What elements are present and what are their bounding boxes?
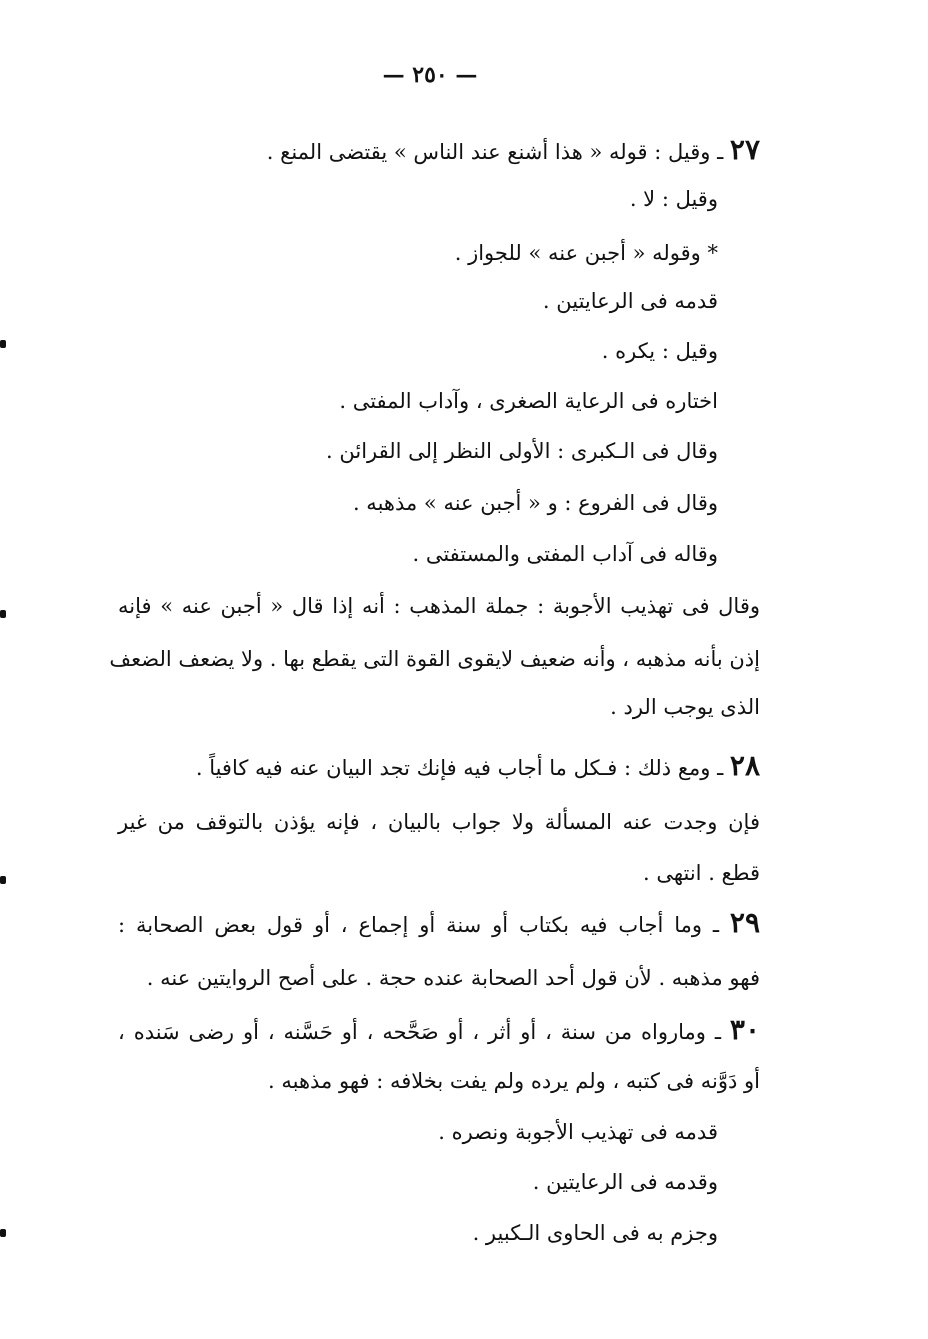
line-text: ـ وما أجاب فيه بكتاب أو سنة أو إجماع ، أو قول بعض الصحابة : [118, 913, 730, 937]
text-line: وقيل : لا . [629, 187, 718, 211]
line-text: ـ ومارواه من سنة ، أو أثر ، أو صَحَّحه ، أو حَسَّنه ، أو رضى سَنده ، [118, 1020, 730, 1044]
text-line: الذى يوجب الرد . [610, 695, 760, 719]
paragraph-28-line [196, 749, 760, 785]
paragraph-29-line [118, 906, 760, 942]
paragraph-number: ٢٩ [729, 906, 760, 939]
page-number: — ٢٥٠ — [382, 62, 478, 88]
text-line: اختاره فى الرعاية الصغرى ، وآداب المفتى . [339, 389, 718, 413]
text-line: * وقوله « أجبن عنه » للجواز . [454, 241, 718, 265]
margin-mark [0, 340, 6, 348]
paragraph-number: ٢٨ [729, 749, 760, 782]
paragraph-number: ٢٧ [729, 133, 760, 166]
text-line: فهو مذهبه . لأن قول أحد الصحابة عنده حجة . على أصح الروايتين عنه . [146, 966, 760, 990]
text-line: وقال فى تهذيب الأجوبة : جملة المذهب : أنه إذا قال « أجبن عنه » فإنه [118, 594, 760, 618]
text-line: وقاله فى آداب المفتى والمستفتى . [412, 542, 718, 566]
text-line: وقيل : يكره . [601, 339, 718, 363]
line-text: ـ ومع ذلك : فـكل ما أجاب فيه فإنك تجد البيان عنه فيه كافياً . [195, 756, 730, 780]
text-line: إذن بأنه مذهبه ، وأنه ضعيف لايقوى القوة التى يقطع بها . ولا يضعف الضعف [109, 647, 760, 671]
margin-mark [0, 876, 6, 884]
text-line: وقال فى الـكبرى : الأولى النظر إلى القرائن . [326, 439, 718, 463]
text-line: وقدمه فى الرعايتين . [532, 1170, 718, 1194]
paragraph-number: ٣٠ [729, 1013, 760, 1046]
text-line: قدمه فى الرعايتين . [542, 289, 718, 313]
text-line: أو دَوَّنه فى كتبه ، ولم يرده ولم يفت بخلافه : فهو مذهبه . [268, 1069, 760, 1093]
margin-mark [0, 610, 6, 618]
text-line: قطع . انتهى . [642, 861, 760, 885]
text-line: وقال فى الفروع : و « أجبن عنه » مذهبه . [352, 491, 718, 515]
text-line: فإن وجدت عنه المسألة ولا جواب بالبيان ، فإنه يؤذن بالتوقف من غير [118, 810, 760, 834]
paragraph-30-line [118, 1013, 760, 1049]
text-line: وجزم به فى الحاوى الـكبير . [472, 1221, 718, 1245]
paragraph-27-line [267, 133, 760, 169]
margin-mark [0, 1229, 6, 1237]
text-line: قدمه فى تهذيب الأجوبة ونصره . [438, 1120, 718, 1144]
line-text: ـ وقيل : قوله « هذا أشنع عند الناس » يقتضى المنع . [266, 140, 730, 164]
